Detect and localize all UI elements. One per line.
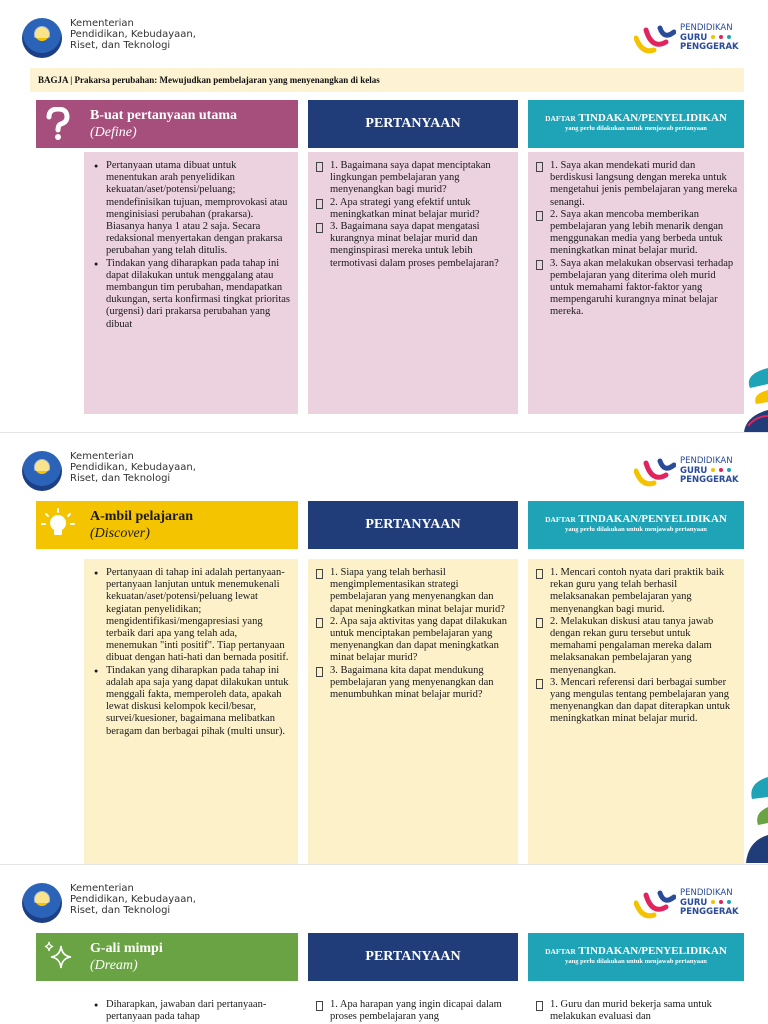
section-subtitle: (Define) bbox=[90, 125, 137, 140]
guru-penggerak-logo: PENDIDIKAN GURU PENGGERAK bbox=[634, 22, 746, 58]
list-item: 1. Guru dan murid bekerja sama untuk melakukan evaluasi dan bbox=[536, 999, 738, 1023]
ministry-name: Kementerian Pendidikan, Kebudayaan, Riset, dan Teknologi bbox=[70, 883, 196, 916]
section-title: B-uat pertanyaan utama bbox=[90, 108, 238, 123]
kemdikbud-logo bbox=[22, 451, 62, 491]
list-item: 1. Mencari contoh nyata dari praktik baik rekan guru yang telah berhasil melaksanakan pembelajaran yang menyenangkan bagi murid. bbox=[536, 567, 738, 616]
list-item: ● Tindakan yang diharapkan pada tahap ini dapat dilakukan untuk menggalang atau membangun tim perubahan, mendapatkan dukungan, serta konfirmasi tingkat prioritas (urgensi) dari prakarsa perubahan yang dibuat bbox=[94, 258, 290, 331]
list-item: 3. Mencari referensi dari berbagai sumber yang mengulas tentang pembelajaran yang menyenangkan dan dapat diterapkan untuk meningkatkan minat belajar murid. bbox=[536, 677, 738, 726]
kemdikbud-logo bbox=[22, 18, 62, 58]
define-title-box bbox=[36, 100, 298, 148]
lightbulb-icon-cell bbox=[36, 501, 80, 549]
list-item: 2. Saya akan mencoba memberikan pembelajaran yang lebih menarik dengan menggunakan media yang berbeda untuk meningkatkan minat belajar murid. bbox=[536, 209, 738, 258]
slide-banner: BAGJA | Prakarsa perubahan: Mewujudkan pembelajaran yang menyenangkan di kelas bbox=[30, 68, 744, 92]
question-mark-icon bbox=[43, 107, 73, 141]
guru-penggerak-logo: PENDIDIKAN GURU PENGGERAK bbox=[634, 455, 746, 491]
pertanyaan-header: PERTANYAAN bbox=[308, 100, 518, 148]
dream-title-box bbox=[36, 933, 298, 981]
slide-dream bbox=[0, 864, 768, 1024]
pertanyaan-header: PERTANYAAN bbox=[308, 501, 518, 549]
section-title: G-ali mimpi bbox=[90, 941, 163, 956]
dream-description bbox=[84, 991, 298, 1024]
sparkle-icon-cell bbox=[36, 933, 80, 981]
list-item: 3. Bagaimana kita dapat mendukung pembelajaran yang menyenangkan dan menumbuhkan minat belajar murid? bbox=[316, 665, 512, 702]
list-item: ● Diharapkan, jawaban dari pertanyaan-pertanyaan pada tahap bbox=[94, 999, 290, 1023]
sparkle-icon bbox=[41, 940, 75, 974]
guru-penggerak-mark-icon bbox=[634, 889, 676, 921]
list-item: 1. Saya akan mendekati murid dan berdiskusi langsung dengan mereka untuk mengetahui jenis pembelajaran yang mereka senangi. bbox=[536, 160, 738, 209]
tindakan-header: DAFTAR TINDAKAN/PENYELIDIKAN yang perlu dilakukan untuk menjawab pertanyaan bbox=[528, 501, 744, 549]
list-item: 2. Apa saja aktivitas yang dapat dilakukan untuk menciptakan pembelajaran yang menyenangkan dan dapat meningkatkan minat belajar murid? bbox=[316, 616, 512, 665]
ministry-name: Kementerian Pendidikan, Kebudayaan, Riset, dan Teknologi bbox=[70, 18, 196, 51]
pertanyaan-header: PERTANYAAN bbox=[308, 933, 518, 981]
list-item: 2. Melakukan diskusi atau tanya jawab dengan rekan guru tersebut untuk memahami pengalaman mereka dalam melaksanakan pembelajaran yang menyenangkan. bbox=[536, 616, 738, 677]
tindakan-header: DAFTAR TINDAKAN/PENYELIDIKAN yang perlu dilakukan untuk menjawab pertanyaan bbox=[528, 933, 744, 981]
dream-actions bbox=[528, 991, 744, 1024]
list-item: 3. Bagaimana saya dapat mengatasi kurangnya minat belajar murid dan menginspirasi mereka untuk lebih termotivasi dalam proses pembelajaran? bbox=[316, 221, 512, 270]
define-description bbox=[84, 152, 298, 414]
guru-penggerak-logo: PENDIDIKAN GURU PENGGERAK bbox=[634, 887, 746, 923]
dream-questions bbox=[308, 991, 518, 1024]
guru-penggerak-mark-icon bbox=[634, 24, 676, 56]
list-item: ● Pertanyaan utama dibuat untuk menentukan arah penyelidikan kekuatan/aset/potensi/peluang; mendefinisikan tujuan, memprovokasi atau menginisiasi perubahan (prakarsa). Biasanya hanya 1 atau 2 saja. Secara redaksional menyertakan dengan prakarsa perubahan yang telah ditulis. bbox=[94, 160, 290, 258]
list-item: 1. Siapa yang telah berhasil mengimplementasikan strategi pembelajaran yang menyenangkan dan dapat meningkatkan minat belajar murid? bbox=[316, 567, 512, 616]
list-item: 2. Apa strategi yang efektif untuk meningkatkan minat belajar murid? bbox=[316, 197, 512, 221]
define-actions bbox=[528, 152, 744, 414]
list-item: 3. Saya akan melakukan observasi terhadap pembelajaran yang diterima oleh murid untuk memahami faktor-faktor yang mempengaruhi kurangnya minat belajar mereka. bbox=[536, 258, 738, 319]
section-subtitle: (Dream) bbox=[90, 958, 138, 973]
discover-questions bbox=[308, 559, 518, 864]
question-icon-cell bbox=[36, 100, 80, 148]
guru-penggerak-mark-icon bbox=[634, 457, 676, 489]
tindakan-header: DAFTAR TINDAKAN/PENYELIDIKAN yang perlu dilakukan untuk menjawab pertanyaan bbox=[528, 100, 744, 148]
discover-actions bbox=[528, 559, 744, 864]
discover-title-box bbox=[36, 501, 298, 549]
discover-description bbox=[84, 559, 298, 864]
kemdikbud-logo bbox=[22, 883, 62, 923]
lightbulb-icon bbox=[41, 508, 75, 542]
decoration-icon bbox=[740, 360, 768, 432]
define-questions bbox=[308, 152, 518, 414]
slide-discover bbox=[0, 432, 768, 864]
list-item: ● Tindakan yang diharapkan pada tahap ini adalah apa saja yang dapat dilakukan untuk menggali fakta, memperoleh data, apakah lewat diskusi kelompok kecil/besar, survei/kuesioner, bagaimana melibatkan beragam dan berbagai pihak (multi unsur). bbox=[94, 665, 290, 738]
section-subtitle: (Discover) bbox=[90, 526, 150, 541]
section-title: A-mbil pelajaran bbox=[90, 509, 194, 524]
list-item: ● Pertanyaan di tahap ini adalah pertanyaan-pertanyaan lanjutan untuk menemukenali kekuatan/aset/potensi/peluang lewat kegiatan penyelidikan; mengidentifikasi/mengapresiasi yang terbaik dari apa yang telah ada, menemukan "inti positif". Tiap pertanyaan dibuat dengan hati-hati dan bernada positif. bbox=[94, 567, 290, 665]
list-item: 1. Bagaimana saya dapat menciptakan lingkungan pembelajaran yang menyenangkan bagi murid? bbox=[316, 160, 512, 197]
slide-define bbox=[0, 0, 768, 432]
decoration-icon bbox=[740, 773, 768, 863]
ministry-name: Kementerian Pendidikan, Kebudayaan, Riset, dan Teknologi bbox=[70, 451, 196, 484]
list-item: 1. Apa harapan yang ingin dicapai dalam proses pembelajaran yang bbox=[316, 999, 512, 1023]
